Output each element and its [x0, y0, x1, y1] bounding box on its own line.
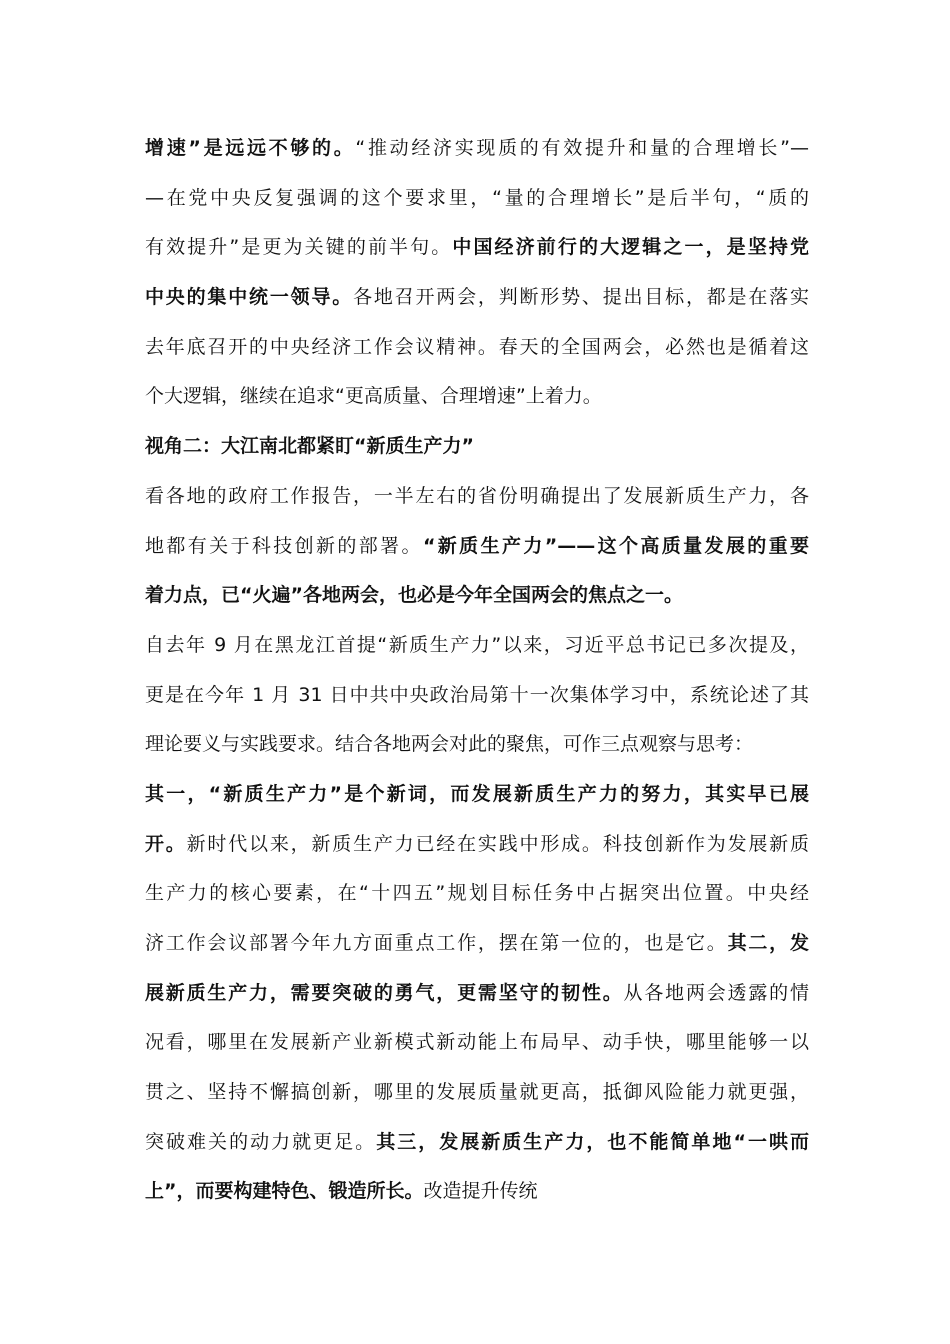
text-line: [145, 875, 809, 925]
text-line: [145, 1024, 809, 1074]
text-line: [145, 1074, 809, 1124]
bold-text-segment: 上”，而要构建特色、锻造所长。: [145, 1180, 424, 1203]
text-segment: 地都有关于科技创新的部署。: [145, 534, 423, 557]
text-segment: 各地召开两会，判断形势、提出目标，都是在落实: [353, 286, 809, 309]
text-segment: 改造提升传统: [423, 1180, 538, 1203]
bold-text-segment: 展新质生产力，需要突破的勇气，更需坚守的韧性。: [145, 981, 624, 1004]
text-line: [145, 627, 809, 677]
text-segment: 新时代以来，新质生产力已经在实践中形成。科技创新作为发展新质: [186, 832, 809, 855]
text-line: [145, 428, 809, 478]
text-line: [145, 1173, 809, 1223]
text-segment: 看各地的政府工作报告，一半左右的省份明确提出了发展新质生产力，各: [145, 484, 809, 507]
text-line: [145, 130, 809, 180]
text-segment: “推动经济实现质的有效提升和量的合理增长”—: [355, 137, 809, 159]
text-line: [145, 279, 809, 329]
text-line: [145, 329, 809, 379]
text-line: [145, 826, 809, 876]
text-line: [145, 1124, 809, 1174]
text-line: [145, 378, 809, 428]
text-segment: 突破难关的动力就更足。: [145, 1130, 377, 1153]
bold-text-segment: 中央的集中统一领导。: [145, 286, 354, 309]
text-segment: 有效提升”是更为关键的前半句。: [145, 236, 453, 259]
text-line: [145, 726, 809, 776]
text-segment: 个大逻辑，继续在追求“更高质量、合理增速”上着力。: [145, 385, 602, 408]
bold-text-segment: 其二，发: [727, 932, 809, 954]
bold-text-segment: 着力点，已“火遍”各地两会，也必是今年全国两会的焦点之一。: [145, 584, 683, 607]
text-line: [145, 229, 809, 279]
bold-text-segment: 增速”是远远不够的。: [145, 137, 356, 159]
text-segment: 生产力的核心要素，在“十四五”规划目标任务中占据突出位置。中央经: [145, 882, 809, 905]
text-segment: 况看，哪里在发展新产业新模式新动能上布局早、动手快，哪里能够一以: [145, 1031, 809, 1054]
bold-text-segment: 其一，“新质生产力”是个新词，而发展新质生产力的努力，其实早已展: [145, 782, 809, 805]
bold-text-segment: “新质生产力”——这个高质量发展的重要: [422, 534, 809, 557]
text-line: [145, 180, 809, 230]
text-line: [145, 776, 809, 826]
text-segment: —在党中央反复强调的这个要求里，“量的合理增长”是后半句，“质的: [145, 186, 809, 209]
document-page: [145, 130, 809, 1223]
text-line: [145, 975, 809, 1025]
bold-text-segment: 中国经济前行的大逻辑之一，是坚持党: [452, 236, 809, 259]
bold-text-segment: 开。: [145, 832, 187, 855]
text-line: [145, 577, 809, 627]
text-segment: 去年底召开的中央经济工作会议精神。春天的全国两会，必然也是循着这: [145, 335, 809, 358]
text-segment: 济工作会议部署今年九方面重点工作，摆在第一位的，也是它。: [145, 932, 728, 954]
bold-text-segment: 视角二：大江南北都紧盯“新质生产力”: [145, 435, 474, 458]
text-segment: 理论要义与实践要求。结合各地两会对此的聚焦，可作三点观察与思考：: [145, 733, 754, 756]
text-line: [145, 478, 809, 528]
bold-text-segment: 其三，发展新质生产力，也不能简单地“一哄而: [376, 1130, 809, 1153]
text-segment: 从各地两会透露的情: [623, 981, 809, 1004]
text-line: [145, 528, 809, 578]
text-segment: 自去年 9 月在黑龙江首提“新质生产力”以来，习近平总书记已多次提及，: [145, 633, 809, 656]
text-segment: 更是在今年 1 月 31 日中共中央政治局第十一次集体学习中，系统论述了其: [145, 683, 809, 706]
text-line: [145, 677, 809, 727]
text-segment: 贯之、坚持不懈搞创新，哪里的发展质量就更高，抵御风险能力就更强，: [145, 1081, 809, 1104]
text-line: [145, 925, 809, 975]
